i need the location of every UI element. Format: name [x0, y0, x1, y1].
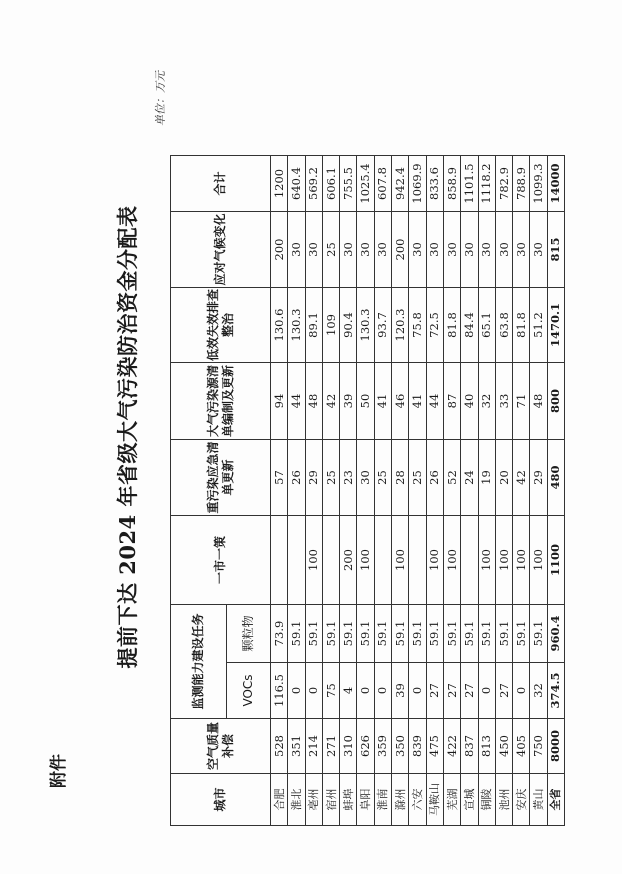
value-cell: 4	[340, 663, 357, 719]
value-cell: 833.6	[426, 156, 443, 212]
city-cell: 宿州	[322, 774, 339, 826]
unit-note: 单位：万元	[154, 71, 167, 126]
value-cell: 26	[288, 440, 305, 516]
value-cell: 26	[426, 440, 443, 516]
value-cell: 837	[461, 719, 478, 774]
value-cell: 57	[271, 440, 288, 516]
table-row	[443, 156, 460, 826]
value-cell: 89.1	[305, 288, 322, 363]
value-cell: 100	[392, 516, 409, 605]
value-cell	[461, 516, 478, 605]
value-cell: 100	[426, 516, 443, 605]
header-total: 合计	[171, 156, 271, 212]
table-row	[461, 156, 478, 826]
value-cell: 1470.1	[547, 288, 564, 363]
value-cell: 52	[443, 440, 460, 516]
value-cell: 41	[409, 363, 426, 440]
value-cell: 130.6	[271, 288, 288, 363]
city-cell: 池州	[495, 774, 512, 826]
city-cell: 亳州	[305, 774, 322, 826]
value-cell: 960.4	[547, 605, 564, 663]
value-cell: 800	[547, 363, 564, 440]
value-cell: 41	[374, 363, 391, 440]
value-cell: 32	[530, 663, 547, 719]
city-cell: 安庆	[513, 774, 530, 826]
table-row	[322, 156, 339, 826]
value-cell: 30	[495, 212, 512, 288]
value-cell: 109	[322, 288, 339, 363]
value-cell: 59.1	[426, 605, 443, 663]
value-cell: 351	[288, 719, 305, 774]
allocation-table	[170, 155, 565, 826]
value-cell: 72.5	[426, 288, 443, 363]
header-one-city: 一市一策	[171, 516, 271, 605]
value-cell: 626	[357, 719, 374, 774]
city-cell: 芜湖	[443, 774, 460, 826]
value-cell: 28	[392, 440, 409, 516]
value-cell: 782.9	[495, 156, 512, 212]
value-cell: 271	[322, 719, 339, 774]
table-row	[530, 156, 547, 826]
value-cell: 48	[305, 363, 322, 440]
value-cell: 90.4	[340, 288, 357, 363]
value-cell: 42	[513, 440, 530, 516]
value-cell: 100	[357, 516, 374, 605]
value-cell: 32	[478, 363, 495, 440]
value-cell: 39	[392, 663, 409, 719]
value-cell: 59.1	[495, 605, 512, 663]
value-cell: 59.1	[461, 605, 478, 663]
value-cell: 755.5	[340, 156, 357, 212]
city-cell: 滁州	[392, 774, 409, 826]
value-cell: 480	[547, 440, 564, 516]
value-cell: 100	[530, 516, 547, 605]
value-cell: 65.1	[478, 288, 495, 363]
city-cell: 全省	[547, 774, 564, 826]
value-cell: 30	[340, 212, 357, 288]
value-cell: 25	[374, 440, 391, 516]
value-cell: 40	[461, 363, 478, 440]
value-cell: 48	[530, 363, 547, 440]
value-cell: 94	[271, 363, 288, 440]
value-cell: 27	[461, 663, 478, 719]
value-cell: 87	[443, 363, 460, 440]
value-cell: 30	[461, 212, 478, 288]
value-cell: 200	[271, 212, 288, 288]
table-row	[513, 156, 530, 826]
table-row	[426, 156, 443, 826]
value-cell: 528	[271, 719, 288, 774]
value-cell: 51.2	[530, 288, 547, 363]
value-cell: 39	[340, 363, 357, 440]
value-cell: 30	[443, 212, 460, 288]
value-cell: 450	[495, 719, 512, 774]
city-cell: 黄山	[530, 774, 547, 826]
header-climate: 应对气候变化	[171, 212, 271, 288]
value-cell: 30	[426, 212, 443, 288]
value-cell: 1069.9	[409, 156, 426, 212]
value-cell: 75	[322, 663, 339, 719]
value-cell: 59.1	[357, 605, 374, 663]
city-cell: 淮北	[288, 774, 305, 826]
value-cell: 359	[374, 719, 391, 774]
value-cell: 59.1	[305, 605, 322, 663]
header-vocs: VOCs	[227, 663, 271, 719]
value-cell: 42	[322, 363, 339, 440]
city-cell: 蚌埠	[340, 774, 357, 826]
value-cell: 1101.5	[461, 156, 478, 212]
value-cell: 130.3	[288, 288, 305, 363]
value-cell: 1118.2	[478, 156, 495, 212]
value-cell	[409, 516, 426, 605]
table-row	[340, 156, 357, 826]
value-cell: 0	[288, 663, 305, 719]
value-cell: 569.2	[305, 156, 322, 212]
value-cell: 14000	[547, 156, 564, 212]
value-cell: 25	[322, 440, 339, 516]
value-cell: 200	[340, 516, 357, 605]
header-low-efficiency: 低效失效排查整治	[171, 288, 271, 363]
city-cell: 六安	[409, 774, 426, 826]
value-cell: 120.3	[392, 288, 409, 363]
value-cell: 25	[322, 212, 339, 288]
table-row	[478, 156, 495, 826]
city-cell: 宣城	[461, 774, 478, 826]
value-cell: 374.5	[547, 663, 564, 719]
value-cell: 23	[340, 440, 357, 516]
value-cell: 30	[513, 212, 530, 288]
value-cell: 25	[409, 440, 426, 516]
value-cell: 84.4	[461, 288, 478, 363]
value-cell: 858.9	[443, 156, 460, 212]
value-cell: 63.8	[495, 288, 512, 363]
value-cell: 100	[478, 516, 495, 605]
city-cell: 阜阳	[357, 774, 374, 826]
value-cell: 750	[530, 719, 547, 774]
attachment-label: 附件	[49, 754, 69, 788]
value-cell: 24	[461, 440, 478, 516]
value-cell: 310	[340, 719, 357, 774]
value-cell	[374, 516, 391, 605]
header-monitoring-group: 监测能力建设任务	[171, 605, 227, 719]
value-cell: 81.8	[443, 288, 460, 363]
value-cell: 30	[409, 212, 426, 288]
value-cell: 33	[495, 363, 512, 440]
value-cell: 350	[392, 719, 409, 774]
value-cell: 50	[357, 363, 374, 440]
value-cell: 116.5	[271, 663, 288, 719]
table-row	[392, 156, 409, 826]
value-cell: 815	[547, 212, 564, 288]
value-cell: 0	[513, 663, 530, 719]
value-cell: 942.4	[392, 156, 409, 212]
value-cell	[288, 516, 305, 605]
value-cell: 788.9	[513, 156, 530, 212]
table-row	[305, 156, 322, 826]
value-cell: 27	[495, 663, 512, 719]
value-cell: 214	[305, 719, 322, 774]
value-cell: 30	[530, 212, 547, 288]
value-cell: 44	[426, 363, 443, 440]
header-heavy-pollution: 重污染应急清单更新	[171, 440, 271, 516]
table-row	[271, 156, 288, 826]
value-cell: 93.7	[374, 288, 391, 363]
table-row	[409, 156, 426, 826]
value-cell: 29	[530, 440, 547, 516]
value-cell: 46	[392, 363, 409, 440]
value-cell: 20	[495, 440, 512, 516]
value-cell: 30	[478, 212, 495, 288]
value-cell: 59.1	[392, 605, 409, 663]
value-cell: 640.4	[288, 156, 305, 212]
value-cell: 30	[374, 212, 391, 288]
value-cell: 1025.4	[357, 156, 374, 212]
value-cell: 405	[513, 719, 530, 774]
city-cell: 合肥	[271, 774, 288, 826]
value-cell: 0	[357, 663, 374, 719]
value-cell: 44	[288, 363, 305, 440]
value-cell: 100	[443, 516, 460, 605]
page-title: 提前下达 2024 年省级大气污染防治资金分配表	[115, 205, 140, 669]
value-cell: 100	[513, 516, 530, 605]
value-cell: 59.1	[443, 605, 460, 663]
value-cell: 100	[305, 516, 322, 605]
city-cell: 铜陵	[478, 774, 495, 826]
city-cell: 淮南	[374, 774, 391, 826]
value-cell: 81.8	[513, 288, 530, 363]
table-row	[374, 156, 391, 826]
total-row	[547, 156, 564, 826]
value-cell: 27	[443, 663, 460, 719]
value-cell: 606.1	[322, 156, 339, 212]
value-cell: 100	[495, 516, 512, 605]
value-cell: 59.1	[322, 605, 339, 663]
value-cell: 30	[288, 212, 305, 288]
value-cell: 130.3	[357, 288, 374, 363]
value-cell: 0	[305, 663, 322, 719]
value-cell: 29	[305, 440, 322, 516]
table-row	[357, 156, 374, 826]
value-cell: 75.8	[409, 288, 426, 363]
value-cell: 0	[409, 663, 426, 719]
value-cell: 59.1	[530, 605, 547, 663]
city-cell: 马鞍山	[426, 774, 443, 826]
table-row	[495, 156, 512, 826]
value-cell: 59.1	[374, 605, 391, 663]
value-cell: 27	[426, 663, 443, 719]
value-cell: 30	[357, 440, 374, 516]
table-row	[288, 156, 305, 826]
value-cell: 59.1	[478, 605, 495, 663]
value-cell: 19	[478, 440, 495, 516]
header-city: 城市	[171, 774, 271, 826]
value-cell: 1100	[547, 516, 564, 605]
value-cell: 59.1	[340, 605, 357, 663]
value-cell: 1200	[271, 156, 288, 212]
value-cell	[271, 516, 288, 605]
value-cell: 30	[305, 212, 322, 288]
value-cell: 422	[443, 719, 460, 774]
value-cell: 200	[392, 212, 409, 288]
value-cell: 839	[409, 719, 426, 774]
value-cell: 59.1	[409, 605, 426, 663]
header-particulate: 颗粒物	[227, 605, 271, 663]
value-cell: 0	[478, 663, 495, 719]
value-cell: 30	[357, 212, 374, 288]
value-cell: 813	[478, 719, 495, 774]
value-cell: 71	[513, 363, 530, 440]
value-cell: 0	[374, 663, 391, 719]
value-cell: 59.1	[513, 605, 530, 663]
value-cell: 8000	[547, 719, 564, 774]
value-cell: 73.9	[271, 605, 288, 663]
header-air-quality: 空气质量补偿	[171, 719, 271, 774]
value-cell: 475	[426, 719, 443, 774]
value-cell: 607.8	[374, 156, 391, 212]
value-cell: 1099.3	[530, 156, 547, 212]
header-source-inventory: 大气污染源清单编制及更新	[171, 363, 271, 440]
value-cell: 59.1	[288, 605, 305, 663]
table-body	[271, 156, 565, 826]
value-cell	[322, 516, 339, 605]
